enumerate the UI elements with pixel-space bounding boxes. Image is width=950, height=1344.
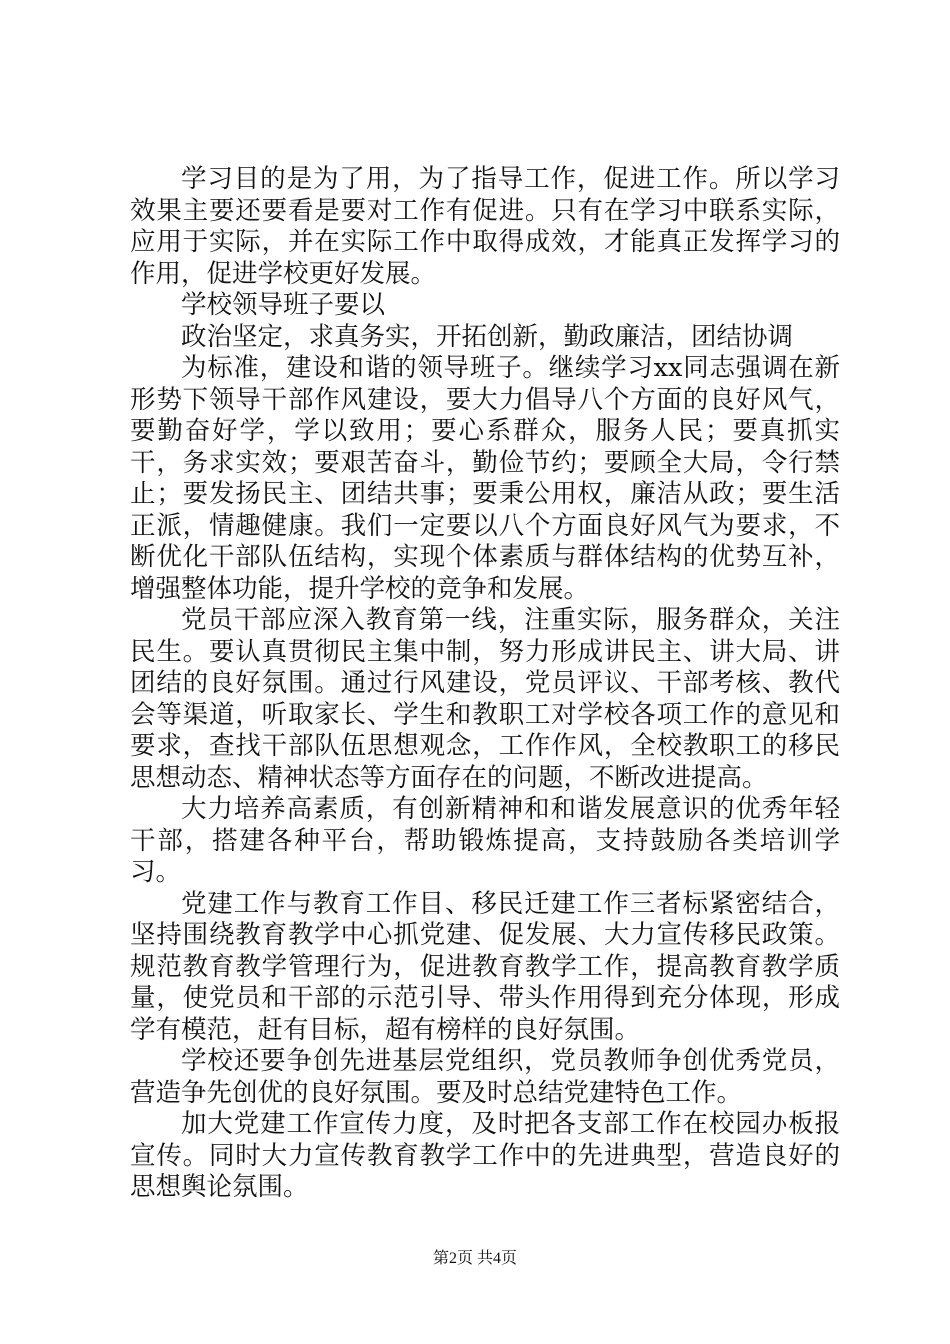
paragraph: 为标准，建设和谐的领导班子。继续学习xx同志强调在新形势下领导干部作风建设，要大力倡导八个方面的良好风气，要勤奋好学，学以致用；要心系群众，服务人民；要真抓实干，务求实效；要艰苦奋斗，勤俭节约；要顾全大局，令行禁止；要发扬民主、团结共事；要秉公用权，廉洁从政；要生活正派，情趣健康。我们一定要以八个方面良好风气为要求，不断优化干部队伍结构，实现个体素质与群体结构的优势互补，增强整体功能，提升学校的竞争和发展。 — [130, 353, 840, 604]
paragraph: 学校还要争创先进基层党组织，党员教师争创优秀党员，营造争先创优的良好氛围。要及时总结党建特色工作。 — [130, 1046, 840, 1108]
paragraph: 党员干部应深入教育第一线，注重实际，服务群众，关注民生。要认真贯彻民主集中制，努力形成讲民主、讲大局、讲团结的良好氛围。通过行风建设，党员评议、干部考核、教代会等渠道，听取家长、学生和教职工对学校各项工作的意见和要求，查找干部队伍思想观念，工作作风，全校教职工的移民思想动态、精神状态等方面存在的问题，不断改进提高。 — [130, 605, 840, 793]
paragraph: 政治坚定，求真务实，开拓创新，勤政廉洁，团结协调 — [181, 321, 794, 352]
paragraph: 学习目的是为了用，为了指导工作，促进工作。所以学习效果主要还要看是要对工作有促进。只有在学习中联系实际，应用于实际，并在实际工作中取得成效，才能真正发挥学习的作用，促进学校更好发展。 — [130, 164, 840, 289]
paragraph: 党建工作与教育工作目、移民迁建工作三者标紧密结合，坚持围绕教育教学中心抓党建、促发展、大力宣传移民政策。规范教育教学管理行为，促进教育教学工作，提高教育教学质量，使党员和干部的示范引导、带头作用得到充分体现，形成学有模范，赶有目标，超有榜样的良好氛围。 — [130, 888, 840, 1045]
paragraph: 大力培养高素质，有创新精神和和谐发展意识的优秀年轻干部，搭建各种平台，帮助锻炼提高，支持鼓励各类培训学习。 — [130, 794, 840, 887]
paragraph: 学校领导班子要以 — [181, 290, 386, 320]
page-number-footer: 第2页 共4页 — [432, 1250, 517, 1267]
document-body — [130, 164, 840, 1204]
paragraph: 加大党建工作宣传力度，及时把各支部工作在校园办板报宣传。同时大力宣传教育教学工作中的先进典型，营造良好的思想舆论氛围。 — [130, 1109, 840, 1202]
